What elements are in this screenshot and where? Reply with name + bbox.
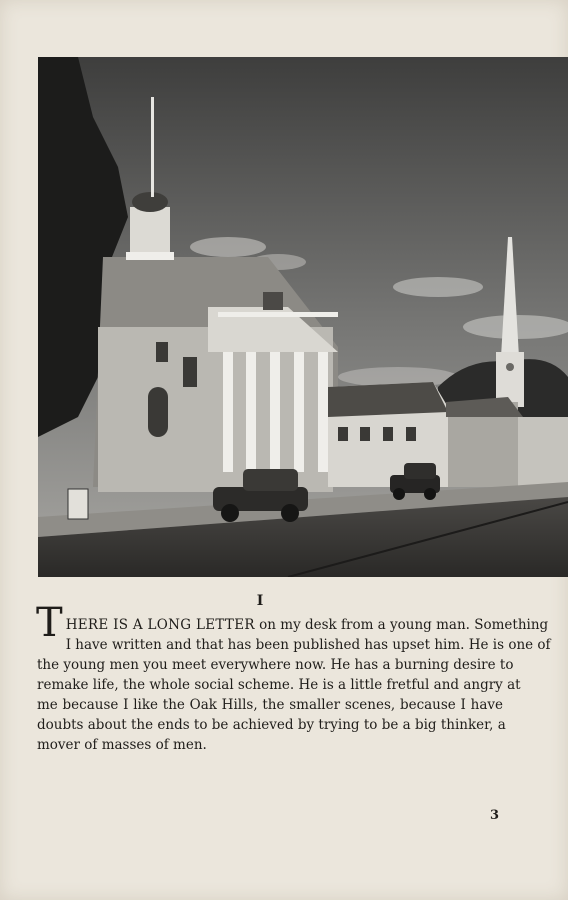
town-square-photo: [38, 57, 568, 577]
chapter-numeral: I: [256, 593, 264, 609]
body-paragraph: [36, 600, 551, 755]
opening-small-caps: HERE IS A LONG LETTER: [65, 617, 255, 633]
body-line: me because I like the Oak Hills, the smaller scenes, because I have: [37, 697, 503, 713]
page-number: 3: [490, 808, 500, 823]
body-line: I have written and that has been published has upset him. He is one of: [65, 637, 551, 653]
body-line: mover of masses of men.: [37, 737, 207, 753]
body-line: remake life, the whole social scheme. He is a little fretful and angry at: [37, 677, 521, 693]
town-square-photo-icon: [38, 57, 568, 577]
drop-cap: T: [36, 600, 63, 646]
body-line: the young men you meet everywhere now. He has a burning desire to: [37, 657, 514, 673]
body-line: doubts about the ends to be achieved by trying to be a big thinker, a: [37, 717, 506, 733]
body-line: [37, 615, 549, 635]
first-line-rest: on my desk from a young man. Something: [254, 617, 549, 633]
